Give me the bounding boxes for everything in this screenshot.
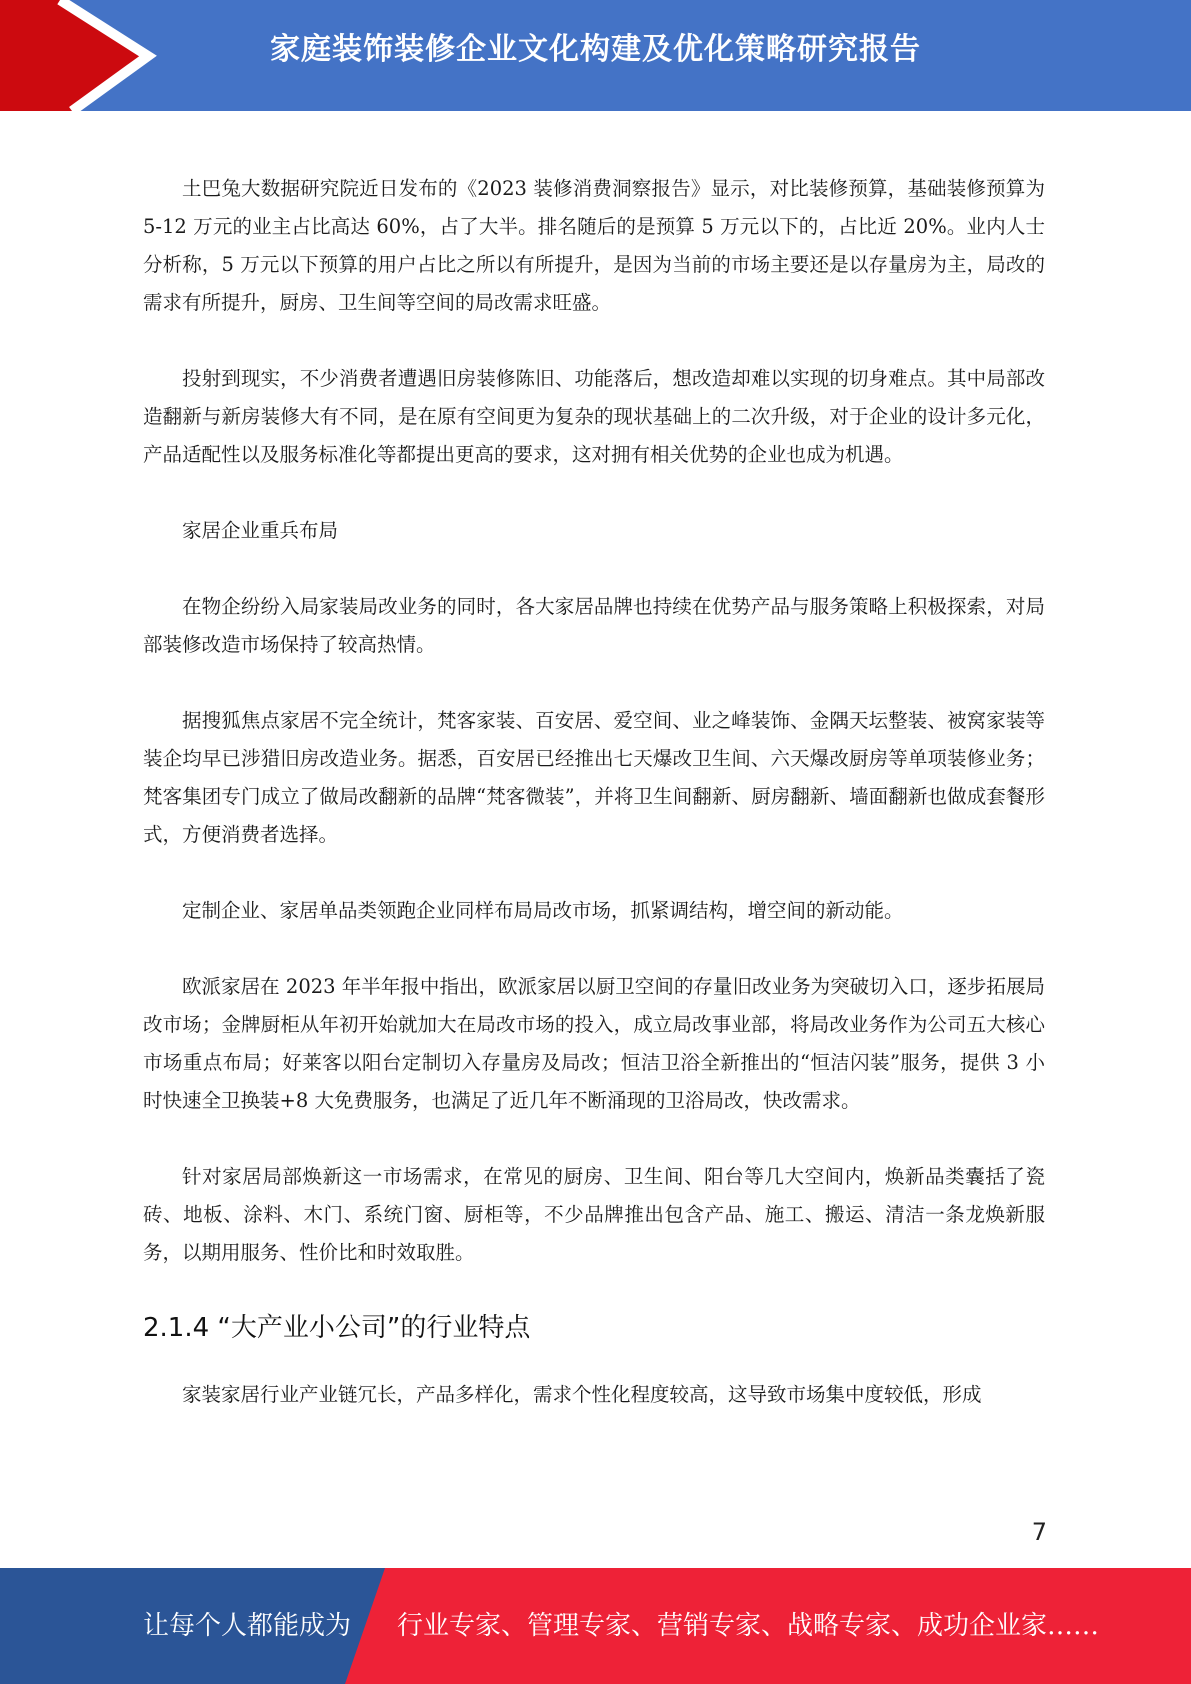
paragraph-last: 家装家居行业产业链冗长，产品多样化，需求个性化程度较高，这导致市场集中度较低，形成 (182, 1383, 982, 1406)
page-number: 7 (1031, 1518, 1047, 1546)
document-body (143, 170, 1045, 1452)
footer-slogan-left: 让每个人都能成为 (143, 1611, 352, 1641)
paragraph-6: 定制企业、家居单品类领跑企业同样布局局改市场，抓紧调结构，增空间的新动能。 (182, 899, 904, 922)
header-title: 家庭装饰装修企业文化构建及优化策略研究报告 (270, 32, 921, 67)
page-footer (0, 1568, 1191, 1684)
page-header (0, 0, 1191, 111)
footer-slogan-right: 行业专家、管理专家、营销专家、战略专家、成功企业家…… (397, 1611, 1100, 1641)
paragraph-4: 在物企纷纷入局家装局改业务的同时，各大家居品牌也持续在优势产品与服务策略上积极探索，对局部装修改造市场保持了较高热情。 (143, 595, 1045, 656)
section-heading: 2.1.4 “大产业小公司”的行业特点 (143, 1313, 531, 1343)
paragraph-1: 土巴兔大数据研究院近日发布的《2023 装修消费洞察报告》显示，对比装修预算，基础装修预算为 5-12 万元的业主占比高达 60%，占了大半。排名随后的是预算 5 万元以下的，占比近 20%。业内人士分析称，5 万元以下预算的用户占比之所以有所提升，是因为当前的市场主要还是以存量房为主，局改的需求有所提升，厨房、卫生间等空间的局改需求旺盛。 (143, 177, 1045, 314)
paragraph-7: 欧派家居在 2023 年半年报中指出，欧派家居以厨卫空间的存量旧改业务为突破切入口，逐步拓展局改市场；金牌厨柜从年初开始就加大在局改市场的投入，成立局改事业部，将局改业务作为公司五大核心市场重点布局；好莱客以阳台定制切入存量房及局改；恒洁卫浴全新推出的“恒洁闪装”服务，提供 3 小时快速全卫换装+8 大免费服务，也满足了近几年不断涌现的卫浴局改，快改需求。 (143, 975, 1045, 1112)
paragraph-5: 据搜狐焦点家居不完全统计，梵客家装、百安居、爱空间、业之峰装饰、金隅天坛整装、被窝家装等装企均早已涉猎旧房改造业务。据悉，百安居已经推出七天爆改卫生间、六天爆改厨房等单项装修业务；梵客集团专门成立了做局改翻新的品牌“梵客微装”，并将卫生间翻新、厨房翻新、墙面翻新也做成套餐形式，方便消费者选择。 (143, 709, 1045, 846)
paragraph-2: 投射到现实，不少消费者遭遇旧房装修陈旧、功能落后，想改造却难以实现的切身难点。其中局部改造翻新与新房装修大有不同，是在原有空间更为复杂的现状基础上的二次升级，对于企业的设计多元化，产品适配性以及服务标准化等都提出更高的要求，这对拥有相关优势的企业也成为机遇。 (143, 367, 1045, 466)
subheading-paragraph: 家居企业重兵布局 (182, 519, 339, 542)
paragraph-8: 针对家居局部焕新这一市场需求，在常见的厨房、卫生间、阳台等几大空间内，焕新品类囊括了瓷砖、地板、涂料、木门、系统门窗、厨柜等，不少品牌推出包含产品、施工、搬运、清洁一条龙焕新服务，以期用服务、性价比和时效取胜。 (143, 1165, 1045, 1264)
